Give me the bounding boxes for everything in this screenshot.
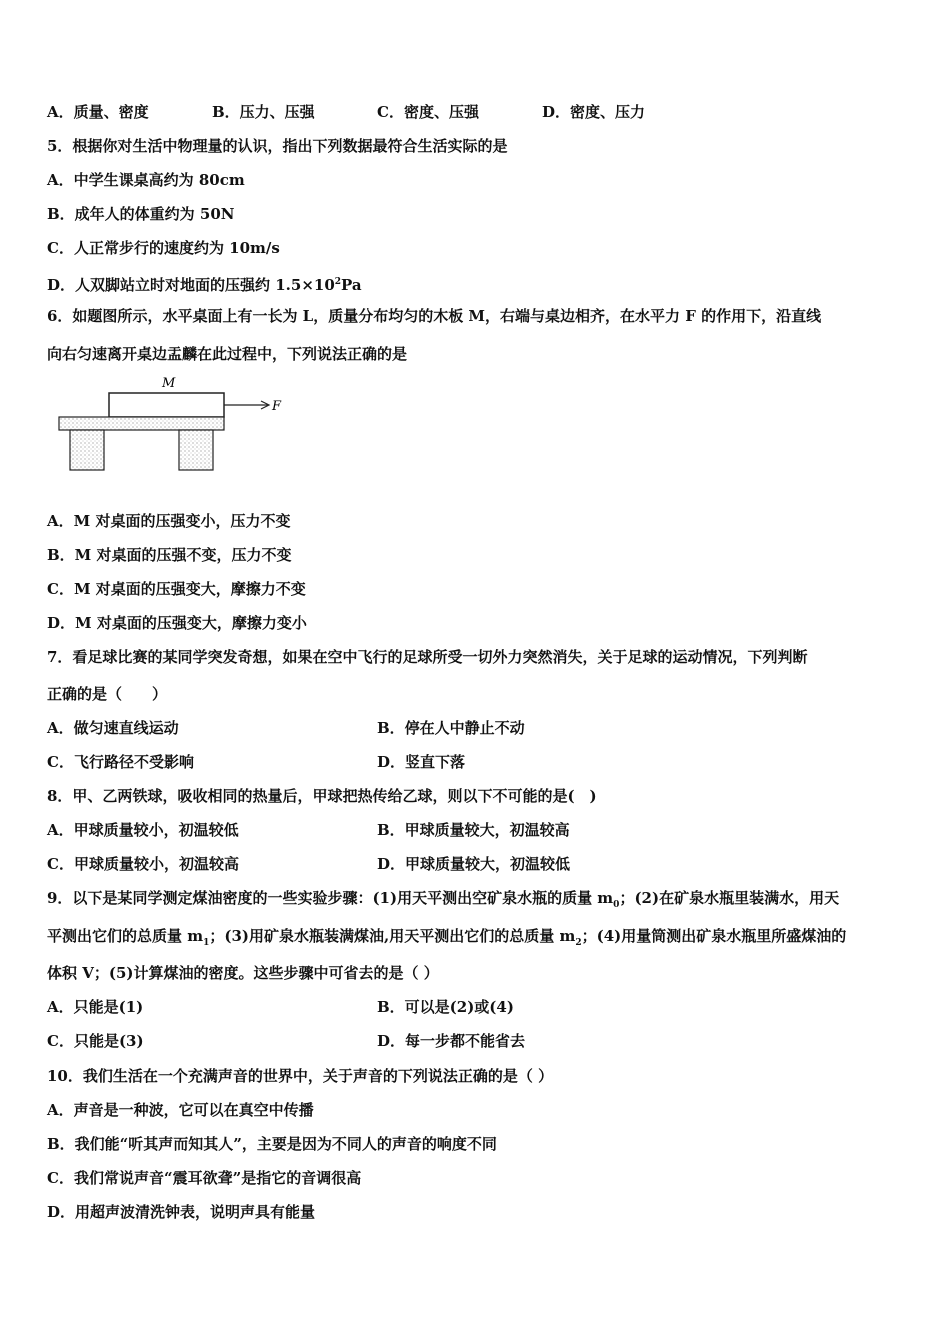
q5-option-b: B．成年人的体重约为 50N [47,205,235,223]
q8-stem: 8．甲、乙两铁球，吸收相同的热量后，甲球把热传给乙球，则以下不可能的是( ) [47,787,597,805]
force-label: F [272,399,282,414]
q7-stem-line2: 正确的是（ ） [47,685,168,703]
q9-option-d: D．每一步都不能省去 [377,1032,526,1050]
q9-option-a: A．只能是(1) [47,998,144,1016]
q7-option-a: A．做匀速直线运动 [47,719,179,737]
q10-option-d: D．用超声波清洗钟表，说明声具有能量 [47,1203,316,1221]
q5-option-a: A．中学生课桌高约为 80cm [47,171,245,189]
q6-stem-line1: 6．如题图所示，水平桌面上有一长为 L，质量分布均匀的木板 M，右端与桌边相齐，在水平力 F 的作用下，沿直线 [47,307,822,325]
q4-option-b: B．压力、压强 [212,103,315,121]
q8-option-b: B．甲球质量较大，初温较高 [377,821,570,839]
q7-option-c: C．飞行路径不受影响 [47,753,194,771]
q8-option-c: C．甲球质量较小，初温较高 [47,855,239,873]
q10-option-a: A．声音是一种波，它可以在真空中传播 [47,1101,314,1119]
q7-option-d: D．竖直下落 [377,753,466,771]
q9-option-c: C．只能是(3) [47,1032,144,1050]
q6-option-d: D．M 对桌面的压强变大，摩擦力变小 [47,614,307,632]
q5-stem: 5．根据你对生活中物理量的认识，指出下列数据最符合生活实际的是 [47,137,508,155]
q7-stem-line1: 7．看足球比赛的某同学突发奇想，如果在空中飞行的足球所受一切外力突然消失，关于足球的运动情况，下列判断 [47,648,808,666]
q8-option-a: A．甲球质量较小，初温较低 [47,821,239,839]
q5-option-c: C．人正常步行的速度约为 10m/s [47,239,280,257]
q4-option-d: D．密度、压力 [542,103,646,121]
q6-option-b: B．M 对桌面的压强不变，压力不变 [47,546,292,564]
q10-stem: 10．我们生活在一个充满声音的世界中，关于声音的下列说法正确的是（ ） [47,1067,554,1085]
table-leg-right [179,430,213,470]
board-on-table-figure [56,374,286,474]
table-top [59,417,224,430]
q6-option-c: C．M 对桌面的压强变大，摩擦力不变 [47,580,306,598]
q6-option-a: A．M 对桌面的压强变小，压力不变 [47,512,291,530]
q8-option-d: D．甲球质量较大，初温较低 [377,855,571,873]
q9-stem-line2: 平测出它们的总质量 $m_1$；(3)用矿泉水瓶装满煤油,用天平测出它们的总质量 $m_2$；(4)用量筒测出矿泉水瓶里所盛煤油的 [47,927,847,948]
q9-stem-line1: 9．以下是某同学测定煤油密度的一些实验步骤：(1)用天平测出空矿泉水瓶的质量 $m_0$；(2)在矿泉水瓶里装满水，用天 [47,889,840,910]
q6-stem-line2: 向右匀速离开桌边盂麟在此过程中，下列说法正确的是 [47,345,408,363]
q10-option-c: C．我们常说声音“震耳欲聋”是指它的音调很高 [47,1169,362,1187]
q9-option-b: B．可以是(2)或(4) [377,998,514,1016]
q4-option-a: A．质量、密度 [47,103,149,121]
q7-option-b: B．停在人中静止不动 [377,719,525,737]
q5-option-d: D．人双脚站立时对地面的压强约 $1.5\times 10^2Pa$ [47,276,362,294]
q10-option-b: B．我们能“听其声而知其人”，主要是因为不同人的声音的响度不同 [47,1135,497,1153]
board-label: M [162,376,176,391]
table-leg-left [70,430,104,470]
q4-option-c: C．密度、压强 [377,103,479,121]
wooden-board [109,393,224,417]
q9-stem-line3: 体积 V；(5)计算煤油的密度。这些步骤中可省去的是（ ） [47,964,439,982]
